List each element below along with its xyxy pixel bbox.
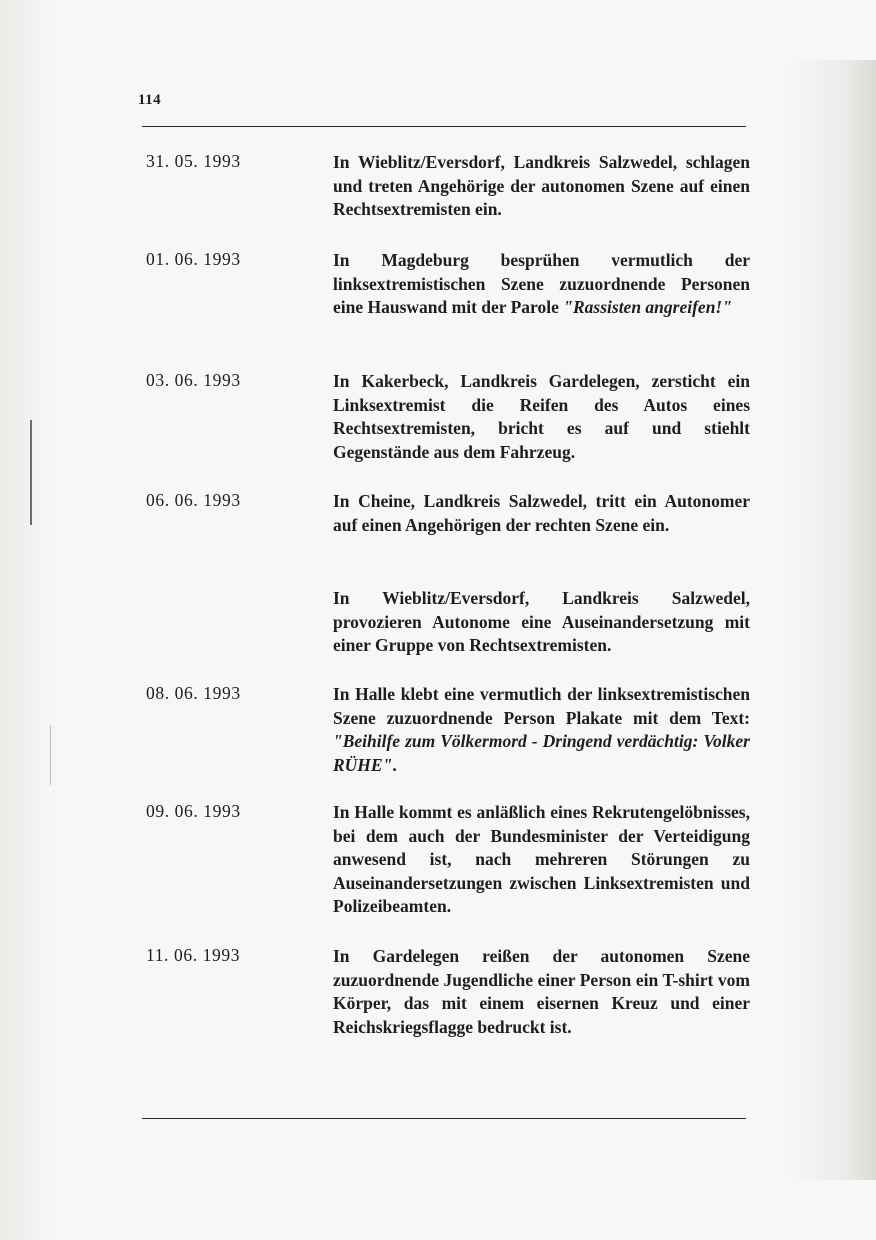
scan-shadow-left bbox=[0, 0, 60, 1240]
entry-text bbox=[333, 370, 750, 464]
entry-text-tail: . bbox=[392, 754, 397, 775]
entry-date: 11. 06. 1993 bbox=[146, 945, 241, 965]
entry-date: 06. 06. 1993 bbox=[146, 490, 241, 510]
entry-text-body: In Cheine, Landkreis Salzwedel, tritt ein Autonomer auf einen Angehörigen der rechten Szene ein. bbox=[333, 491, 750, 535]
entry-text-body: In Kakerbeck, Landkreis Gardelegen, zersticht ein Linksextremist die Reifen des Autos eines Rechtsextremisten, bricht es auf und stiehlt Gegenstände aus dem Fahrzeug. bbox=[333, 371, 750, 462]
entry-text bbox=[333, 490, 750, 537]
entry-date: 03. 06. 1993 bbox=[146, 370, 241, 390]
entry-text-body: In Halle kommt es anläßlich eines Rekrutengelöbnisses, bei dem auch der Bundesminister der Verteidigung anwesend ist, nach mehreren Störungen zu Auseinandersetzungen zwischen Linksextremisten und Polizeibeamten. bbox=[333, 802, 750, 916]
entry-text bbox=[333, 945, 750, 1039]
entry-text bbox=[333, 683, 750, 777]
page-number: 114 bbox=[138, 92, 162, 108]
header-rule bbox=[142, 126, 746, 127]
entry-date: 08. 06. 1993 bbox=[146, 683, 241, 703]
entry-text bbox=[333, 587, 750, 658]
margin-mark bbox=[30, 420, 32, 525]
entry-text bbox=[333, 249, 750, 320]
entry-quote: "Rassisten angreifen!" bbox=[563, 297, 732, 317]
entry-date: 31. 05. 1993 bbox=[146, 151, 241, 171]
entry-text-body: In Wieblitz/Eversdorf, Landkreis Salzwedel, schlagen und treten Angehörige der autonomen Szene auf einen Rechtsextremisten ein. bbox=[333, 152, 750, 219]
entry-quote: "Beihilfe zum Völkermord - Dringend verdächtig: Volker RÜHE" bbox=[333, 731, 750, 775]
entry-date: 09. 06. 1993 bbox=[146, 801, 241, 821]
entry-text bbox=[333, 801, 750, 919]
entry-text-body: In Wieblitz/Eversdorf, Landkreis Salzwedel, provozieren Autonome eine Auseinandersetzung mit einer Gruppe von Rechtsextremisten. bbox=[333, 588, 750, 655]
entry-date: 01. 06. 1993 bbox=[146, 249, 241, 269]
scan-shadow-right bbox=[786, 60, 876, 1180]
margin-mark bbox=[50, 725, 51, 785]
footer-rule bbox=[142, 1118, 746, 1119]
entry-text-body: In Gardelegen reißen der autonomen Szene zuzuordnende Jugendliche einer Person ein T-shirt vom Körper, das mit einem eisernen Kreuz und einer Reichskriegsflagge bedruckt ist. bbox=[333, 946, 750, 1037]
entry-text bbox=[333, 151, 750, 222]
entry-text-body: In Halle klebt eine vermutlich der linksextremistischen Szene zuzuordnende Person Plakate mit dem Text: bbox=[333, 684, 750, 728]
entry-text-body: In Magdeburg besprühen vermutlich der linksextremistischen Szene zuzuordnende Personen eine Hauswand mit der Parole bbox=[333, 250, 750, 317]
